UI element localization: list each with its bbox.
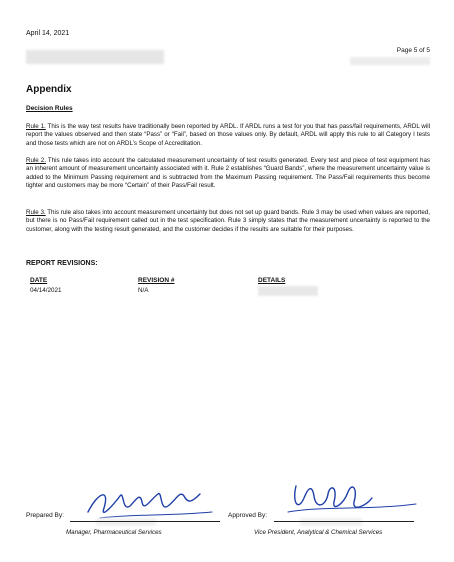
approved-signature-image [282, 476, 422, 522]
approved-by-label: Approved By: [228, 512, 268, 519]
report-revisions-heading: REPORT REVISIONS: [26, 260, 98, 267]
rule-2-text: This rule takes into account the calculated measurement uncertainty of test results generated. Every test and piece of test equipment has an inherent amount of measurement uncertainty associated with it. Rule 2 establishes “Guard Bands”, where the measurement uncertainty value is added to the Minimum Passing requirement and is subtracted from the Maximum Passing requirement. The Pass/Fail requirements thus become tighter and customers may be more “Certain” of their Pass/Fail result. [26, 157, 430, 189]
prepared-by-title: Manager, Pharmaceutical Services [66, 529, 162, 536]
appendix-heading: Appendix [26, 84, 72, 95]
rule-3-text: This rule also takes into account measurement uncertainty but does not set up guard bands. Rule 3 may be used when values are reported, but there is no Pass/Fail requirement called out in the test specification. Rule 3 simply states that the measurement uncertainty is reported to the customer, along with the testing result generated, and the customer decides if the results are suitable for their purposes. [26, 209, 430, 233]
report-date: April 14, 2021 [26, 30, 70, 37]
redacted-block [26, 50, 164, 64]
rule-1-text: This is the way test results have traditionally been reported by ARDL. If ARDL runs a test for you that has pass/fail requirements, ARDL will report the values observed and then state “Pass” or “Fail”, based on those values only. By default, ARDL will apply this rule to all Category I tests and those tests which are not on ARDL’s Scope of Accreditation. [26, 123, 431, 147]
rule-1-paragraph [26, 123, 430, 148]
revision-date-cell: 04/14/2021 [30, 287, 62, 294]
redacted-name [300, 518, 362, 526]
redacted-name [96, 518, 156, 526]
redacted-details-cell [258, 286, 318, 296]
details-column-header: DETAILS [258, 277, 286, 284]
revision-number-cell: N/A [138, 287, 149, 294]
approved-by-title: Vice President, Analytical & Chemical Services [254, 529, 383, 536]
prepared-by-label: Prepared By: [26, 512, 64, 519]
prepared-signature-line [70, 521, 220, 522]
rule-2-paragraph [26, 157, 430, 190]
redacted-block [350, 57, 430, 65]
rule-2-label: Rule 2. [26, 157, 46, 164]
date-column-header: DATE [30, 277, 48, 284]
revision-column-header: REVISION # [138, 277, 175, 284]
rule-3-label: Rule 3. [26, 209, 46, 216]
decision-rules-heading: Decision Rules [26, 105, 73, 112]
rule-1-label: Rule 1. [26, 123, 46, 130]
rule-3-paragraph [26, 209, 430, 234]
approved-signature-line [274, 521, 414, 522]
page-number: Page 5 of 5 [396, 47, 430, 54]
